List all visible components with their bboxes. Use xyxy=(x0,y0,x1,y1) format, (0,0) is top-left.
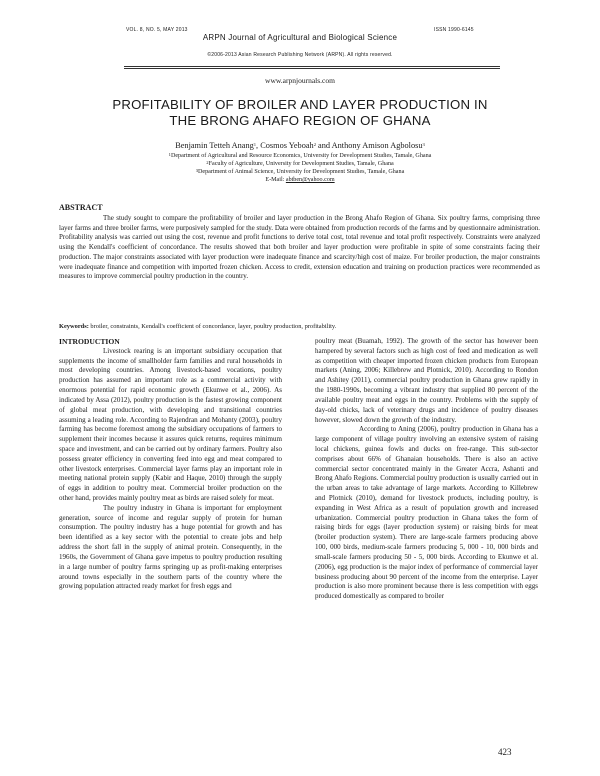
email-label: E-Mail: xyxy=(265,177,286,183)
contact-email xyxy=(0,176,600,184)
author-list xyxy=(0,141,600,151)
affiliation xyxy=(0,160,600,168)
right-column xyxy=(315,337,538,602)
body-paragraph: According to Aning (2006), poultry production in Ghana has a large component of village poultry involving an extensive system of raising local chickens, guinea fowls and ducks on free-range. This sub-sector comprises about 66% of Ghanaian households. There is also an active commercial sector concentrated mainly in the Greater Accra, Ashanti and Brong Ahafo Regions. Commercial poultry production is usually carried out in the urban areas to take advantage of large markets. According to Killebrew and Plotnick (2010), demand for livestock products, including poultry, is expanding in West Africa as a result of population growth and increased urbanization. Commercial poultry production in Ghana takes the form of raising birds for eggs (layer production system) or raising birds for meat (broiler production system). There are large-scale farmers producing above 100, 000 birds, medium-scale farmers producing 5, 000 - 10, 000 birds and small-scale farmers producing 50 - 5, 000 birds. According to Ekunwe et al. (2006), egg production is the major index of performance of commercial layer business producing about 90 percent of the income from the enterprise. Layer production is also more prominent because there is less competition with eggs produced domestically as compared to broiler xyxy=(315,425,538,601)
left-column xyxy=(59,337,282,592)
abstract-heading: ABSTRACT xyxy=(59,203,103,212)
body-paragraph: poultry meat (Buamah, 1992). The growth of the sector has however been hampered by several factors such as high cost of feed and medication as well as competition with cheaper imported frozen chicken products from European markets (Aning, 2006; Killebrew and Plotnick, 2010). According to Rondon and Ashitey (2011), commercial poultry production in Ghana grew rapidly in the 1980-1990s, becoming a vibrant industry that supplied 80 percent of the available poultry meat and eggs in the country. Problems with the supply of day-old chicks, lack of veterinary drugs and incidence of poultry diseases however, slowed down the growth of the industry. xyxy=(315,337,538,424)
issue-info: VOL. 8, NO. 5, MAY 2013 xyxy=(126,27,188,33)
affiliation xyxy=(0,168,600,176)
email-link[interactable]: abtben@yahoo.com xyxy=(285,177,335,183)
journal-name: ARPN Journal of Agricultural and Biological Science xyxy=(202,33,398,42)
journal-url[interactable]: www.arpnjournals.com xyxy=(265,76,335,85)
keywords-list: broiler, constraints, Kendall's coefficient of concordance, layer, poultry production, profitability. xyxy=(88,323,337,330)
title-line: THE BRONG AHAFO REGION OF GHANA xyxy=(169,113,431,128)
header-rule xyxy=(124,66,500,67)
affiliation-text: Department of Agricultural and Resource Economics, University for Development Studies, Tamale, Ghana xyxy=(170,153,432,159)
affiliation-text: Department of Animal Science, University for Development Studies, Tamale, Ghana xyxy=(198,169,405,175)
affiliation-superscript: 3 xyxy=(195,168,199,173)
author-name: Anthony Amison Agbolosu xyxy=(331,141,423,150)
author-separator: and xyxy=(315,141,332,150)
body-paragraph: The poultry industry in Ghana is important for employment generation, source of income and regular supply of protein for human consumption. The poultry industry has a huge potential for growth and has been identified as a key sector with the potential to create jobs and help address the short fall in the supply of animal protein. Consequently, in the 1960s, the Government of Ghana gave impetus to poultry production resulting in a large number of poultry farms springing up as profit-making enterprises around towns especially in the southern parts of the country where the growing population attracted ready market for fresh eggs and xyxy=(59,503,282,591)
keywords-label: Keywords: xyxy=(59,323,89,330)
author-superscript: 1 xyxy=(253,142,257,147)
author-superscript: 2 xyxy=(313,142,316,147)
page-number: 423 xyxy=(498,747,512,757)
copyright-notice: ©2006-2013 Asian Research Publishing Network (ARPN). All rights reserved. xyxy=(207,52,393,58)
body-paragraph: Livestock rearing is an important subsidiary occupation that supplements the income of smallholder farm families and rural households in most developing countries. Among livestock-based vocations, poultry production has assumed an important role as a commercial activity with enormous potential for rapid economic growth (Ekunwe et al., 2006). As indicated by Assa (2012), poultry production is the fastest growing component of global meat production, with developing and transitional countries assuming a leading role. According to Rajendran and Mohanty (2003), poultry farming has become foremost among the subsidiary occupations of farmers to supplement their incomes because it assures quick returns, requires minimum space and investment, and can be carried out by ordinary farmers. Poultry also possess greater efficiency in converting feed into egg and meat compared to other livestock enterprises. Commercial layer farms play an important role in meeting national protein supply (Kabir and Haque, 2010) through the supply of eggs in addition to poultry meat. Commercial broiler production on the other hand, provides mainly poultry meat as birds are raised solely for meat. xyxy=(59,346,282,502)
abstract-text: The study sought to compare the profitability of broiler and layer production in the Brong Ahafo Region of Ghana. Six poultry farms, comprising three layer farms and three broiler farms, were purposively sampled for the study. Data were obtained from production records of the farms and by questionnaire administration. Profitability analysis was carried out using the cost, revenue and profit functions to derive total cost, total revenue and total profit respectively. Constraints were analyzed using the Kendall's coefficient of concordance. The results showed that both broiler and layer production were profitable in spite of some constraints facing their production. The major constraints associated with layer production were inadequate finance and scarcity/high cost of maize. For broiler production, the major constraints were inadequate finance and competition with imported frozen chicken. Access to credit, extension education and training on production practices were recommended as measures to improve commercial poultry production in the country. xyxy=(59,214,540,281)
paper-title xyxy=(60,97,540,129)
issn: ISSN 1990-6145 xyxy=(434,27,474,33)
keywords xyxy=(59,323,540,331)
affiliation xyxy=(0,152,600,160)
author-separator: , xyxy=(256,141,261,150)
affiliation-superscript: 2 xyxy=(206,160,209,165)
affiliation-text: Faculty of Agriculture, University for Development Studies, Tamale, Ghana xyxy=(208,161,394,167)
author-name: Cosmos Yeboah xyxy=(260,141,314,150)
header-rule-2 xyxy=(124,68,500,69)
affiliation-superscript: 1 xyxy=(168,152,171,157)
introduction-heading: INTRODUCTION xyxy=(59,337,120,346)
author-superscript: 3 xyxy=(422,142,425,147)
title-line: PROFITABILITY OF BROILER AND LAYER PRODUCTION IN xyxy=(112,97,488,112)
author-name: Benjamin Tetteh Anang xyxy=(175,141,254,150)
